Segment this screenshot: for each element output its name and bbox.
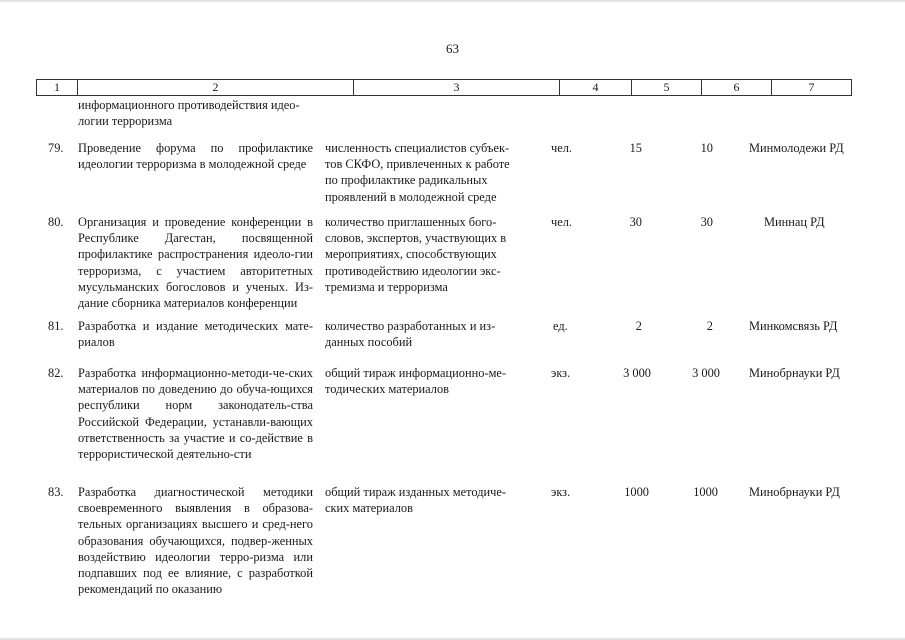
header-cell-2: 2 [77,80,353,95]
indicator-text: количество разработанных и из- данных пособий [325,319,496,350]
value-2: 2 [706,319,713,333]
header-cell-3: 3 [353,80,559,95]
unit-text: чел. [551,141,573,155]
measure-text: Разработка информационно-методи-че-ских материалов по доведению до обуча-ющихся республики норм законодатель-ства Российской Федерации, устанавли-вающих ответственность за участие и со-действие в террористической деятельно-сти [78,366,313,462]
unit-text: чел. [551,215,573,229]
header-cell-1: 1 [36,80,77,95]
header-cell-6: 6 [701,80,771,95]
indicator-text: численность специалистов субъек- тов СКФО, привлеченных к работе по профилактике радикальных проявлений в молодежной среде [325,141,510,204]
table-header-row [36,79,852,96]
responsible-text: Минобрнауки РД [749,366,840,380]
value-1: 30 [629,215,642,229]
measure-text: Разработка диагностической методики своевременного выявления в образова-тельных организациях высшего и сред-него образования обучающихся, подвер-женных воздействию идеологии терро-ризма или подпавших под ее влияние, с разработкой рекомендаций по оказанию [78,485,313,597]
value-2: 3 000 [692,366,720,380]
value-1: 2 [635,319,642,333]
indicator-text: количество приглашенных бого- словов, экспертов, участвующих в мероприятиях, способствующих противодействию идеологии экс- тремизма и терроризма [325,215,507,294]
responsible-text: Миннац РД [764,215,825,229]
page-number: 63 [446,41,459,56]
unit-text: экз. [551,485,571,499]
indicator-text: общий тираж изданных методиче- ских материалов [325,485,507,516]
header-cell-7: 7 [771,80,852,95]
unit-text: ед. [553,319,568,333]
header-cell-4: 4 [559,80,631,95]
value-1: 3 000 [623,366,651,380]
measure-text: Проведение форума по профилактике идеологии терроризма в молодежной среде [78,141,313,172]
continuation-text: информационного противодействия идео- логии терроризма [78,98,300,129]
measure-text: Организация и проведение конференции в Республике Дагестан, посвященной профилактике распространения идеоло-гии терроризма, с участием авторитетных мусульманских богословов и ученых. Из-дание сборника материалов конференции [78,215,313,311]
row-number: 80. [48,215,64,229]
row-number: 82. [48,366,64,380]
row-number: 81. [48,319,64,333]
header-cell-5: 5 [631,80,701,95]
value-2: 10 [700,141,713,155]
value-1: 15 [629,141,642,155]
responsible-text: Минкомсвязь РД [749,319,838,333]
responsible-text: Минмолодежи РД [749,141,844,155]
value-2: 30 [700,215,713,229]
row-number: 83. [48,485,64,499]
measure-text: Разработка и издание методических мате-риалов [78,319,313,350]
responsible-text: Минобрнауки РД [749,485,840,499]
value-2: 1000 [693,485,718,499]
unit-text: экз. [551,366,571,380]
indicator-text: общий тираж информационно-ме- тодических материалов [325,366,507,397]
scan-top-edge [0,0,905,3]
row-number: 79. [48,141,64,155]
value-1: 1000 [624,485,649,499]
